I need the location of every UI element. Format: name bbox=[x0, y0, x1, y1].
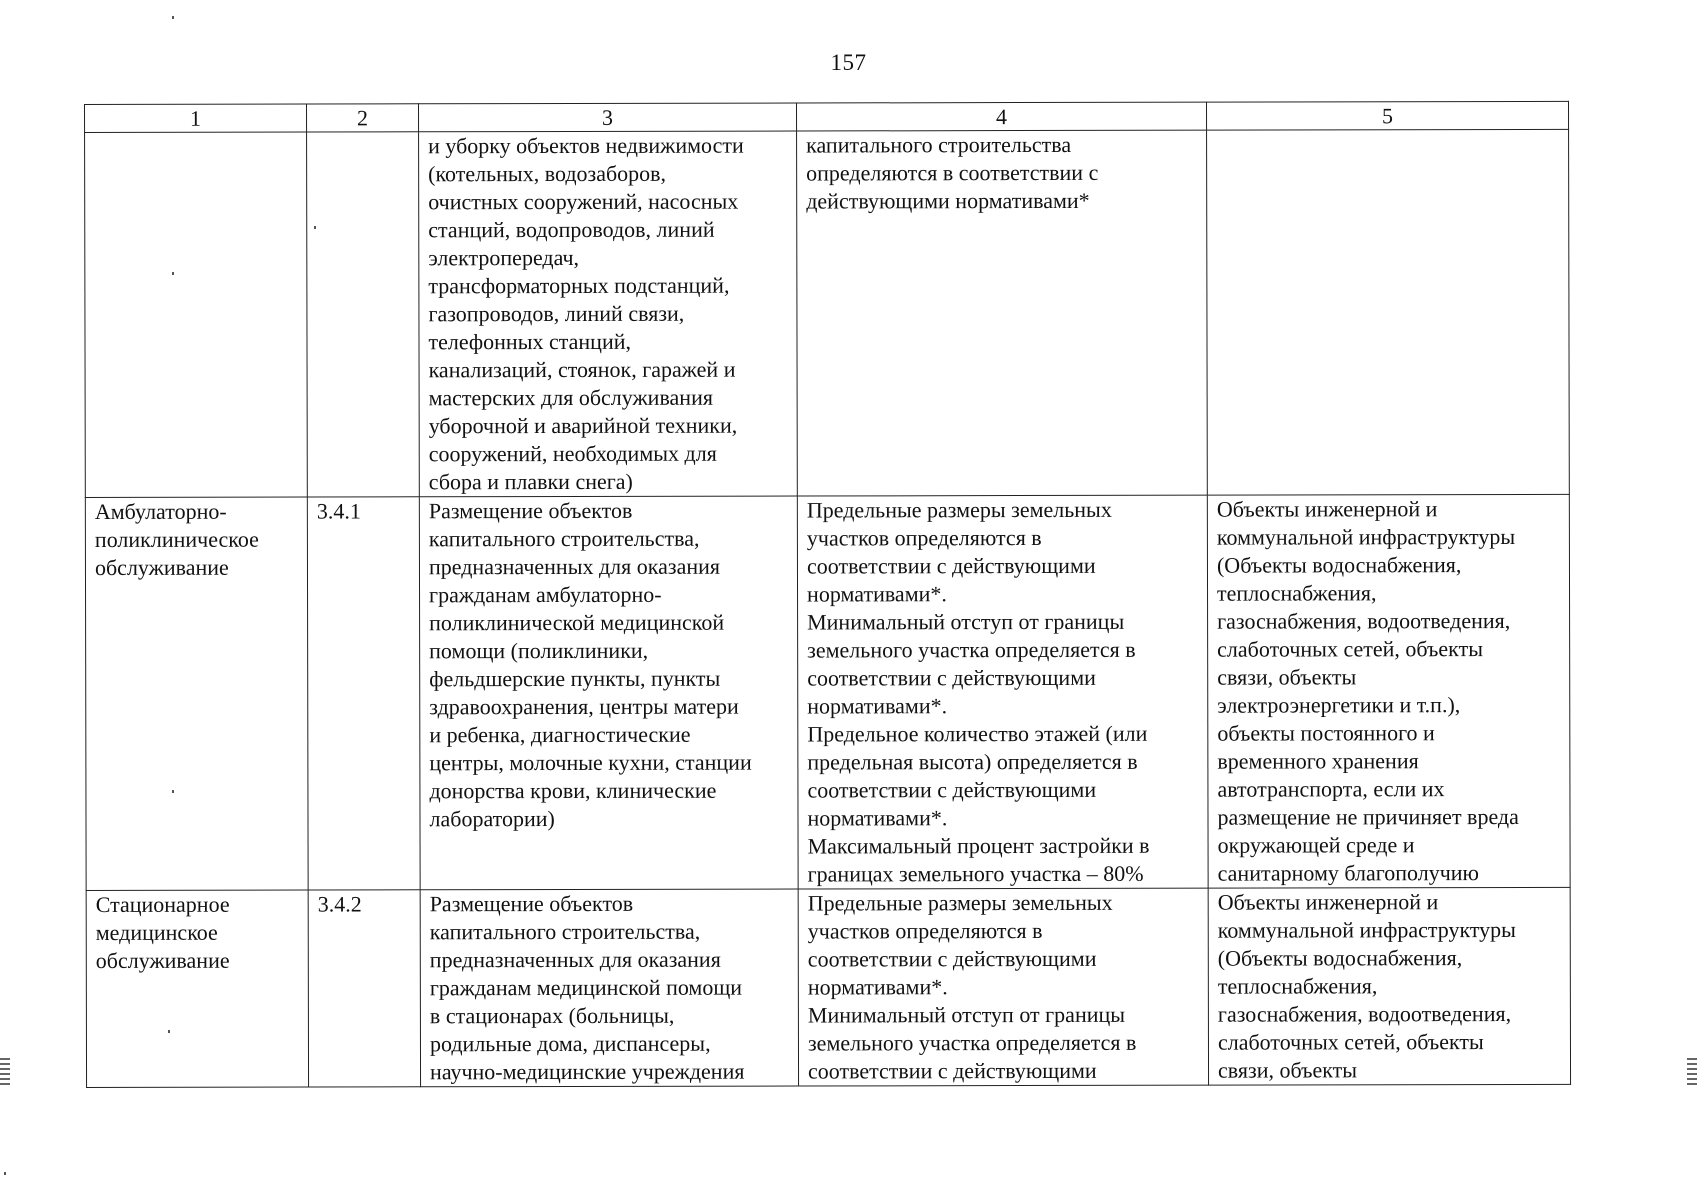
parameters-text: Предельные размеры земельных участков определяются в соответствии с действующими нормативами*. Минимальный отступ от границы земельного участка определяется в соответствии с действующими нормативами*. Предельное количество этажей (или предельная высота) определяется в соответствии с действующими нормативами*. Максимальный процент застройки в границах земельного участка – 80% bbox=[806, 496, 1150, 887]
cell-description bbox=[419, 131, 798, 497]
column-header-1: 1 bbox=[85, 104, 307, 132]
column-header-3: 3 bbox=[419, 103, 797, 132]
cell-use-type bbox=[85, 497, 308, 890]
land-use-regulations-table bbox=[84, 101, 1571, 1088]
auxiliary-uses-text: Объекты инженерной и коммунальной инфраструктуры (Объекты водоснабжения, теплоснабжения, газоснабжения, водоотведения, слаботочных сетей, объекты связи, объекты электроэнергетики и т.п.), объекты постоянного и временного хранения автотранспорта, если их размещение не причиняет вреда окружающей среде и санитарному благополучию bbox=[1216, 496, 1519, 886]
column-header-4: 4 bbox=[796, 102, 1206, 131]
scan-speck bbox=[314, 226, 316, 229]
scan-speck bbox=[172, 16, 174, 19]
table-header-row bbox=[85, 101, 1569, 132]
table-row bbox=[86, 887, 1570, 1087]
parameters-text: капитального строительства определяются в соответствии с действующими нормативами* bbox=[806, 131, 1099, 214]
scan-speck bbox=[172, 272, 174, 275]
code-text: 3.4.1 bbox=[316, 498, 361, 524]
cell-auxiliary-uses bbox=[1207, 129, 1570, 495]
cell-parameters bbox=[797, 130, 1208, 496]
cell-auxiliary-uses bbox=[1207, 494, 1570, 888]
cell-use-type bbox=[85, 132, 308, 497]
scan-speck bbox=[172, 790, 174, 793]
table-row bbox=[85, 129, 1570, 497]
cell-code bbox=[308, 890, 420, 1087]
description-text: Размещение объектов капитального строительства, предназначенных для оказания гражданам амбулаторно- поликлинической медицинской помощи (поликлиники, фельдшерские пункты, пункты здравоохранения, центры матери и ребенка, диагностические центры, молочные кухни, станции донорства крови, клинические лаборатории) bbox=[428, 497, 752, 832]
auxiliary-uses-text bbox=[1216, 130, 1559, 131]
scan-edge-mark-right bbox=[1687, 1058, 1697, 1088]
scan-speck bbox=[4, 1172, 6, 1175]
cell-auxiliary-uses bbox=[1208, 887, 1570, 1085]
auxiliary-uses-text: Объекты инженерной и коммунальной инфраструктуры (Объекты водоснабжения, теплоснабжения, газоснабжения, водоотведения, слаботочных сетей, объекты связи, объекты bbox=[1217, 889, 1516, 1083]
table-row bbox=[85, 494, 1570, 890]
cell-description bbox=[420, 889, 798, 1087]
cell-description bbox=[419, 496, 798, 890]
scan-speck bbox=[168, 1030, 170, 1033]
parameters-text: Предельные размеры земельных участков определяются в соответствии с действующими нормативами*. Минимальный отступ от границы земельного участка определяется в соответствии с действующими bbox=[807, 889, 1137, 1084]
cell-code bbox=[307, 132, 420, 497]
column-header-2: 2 bbox=[307, 104, 419, 132]
description-text: и уборку объектов недвижимости (котельных, водозаборов, очистных сооружений, насосных станций, водопроводов, линий электропередач, трансформаторных подстанций, газопроводов, линий связи, телефонных станций, канализаций, стоянок, гаражей и мастерских для обслуживания уборочной и аварийной техники, сооружений, необходимых для сбора и плавки снега) bbox=[428, 132, 744, 495]
cell-use-type bbox=[86, 890, 308, 1087]
column-header-5: 5 bbox=[1206, 101, 1568, 130]
use-type-text: Стационарное медицинское обслуживание bbox=[95, 891, 230, 973]
cell-parameters bbox=[798, 888, 1208, 1086]
scan-edge-mark-left bbox=[0, 1058, 10, 1088]
description-text: Размещение объектов капитального строительства, предназначенных для оказания гражданам медицинской помощи в стационарах (больницы, родильные дома, диспансеры, научно-медицинские учреждения bbox=[429, 890, 745, 1085]
cell-code bbox=[307, 497, 420, 890]
cell-parameters bbox=[797, 495, 1208, 889]
use-type-text: Амбулаторно- поликлиническое обслуживание bbox=[94, 498, 259, 580]
page-number: 157 bbox=[830, 50, 867, 75]
code-text: 3.4.2 bbox=[317, 891, 362, 917]
